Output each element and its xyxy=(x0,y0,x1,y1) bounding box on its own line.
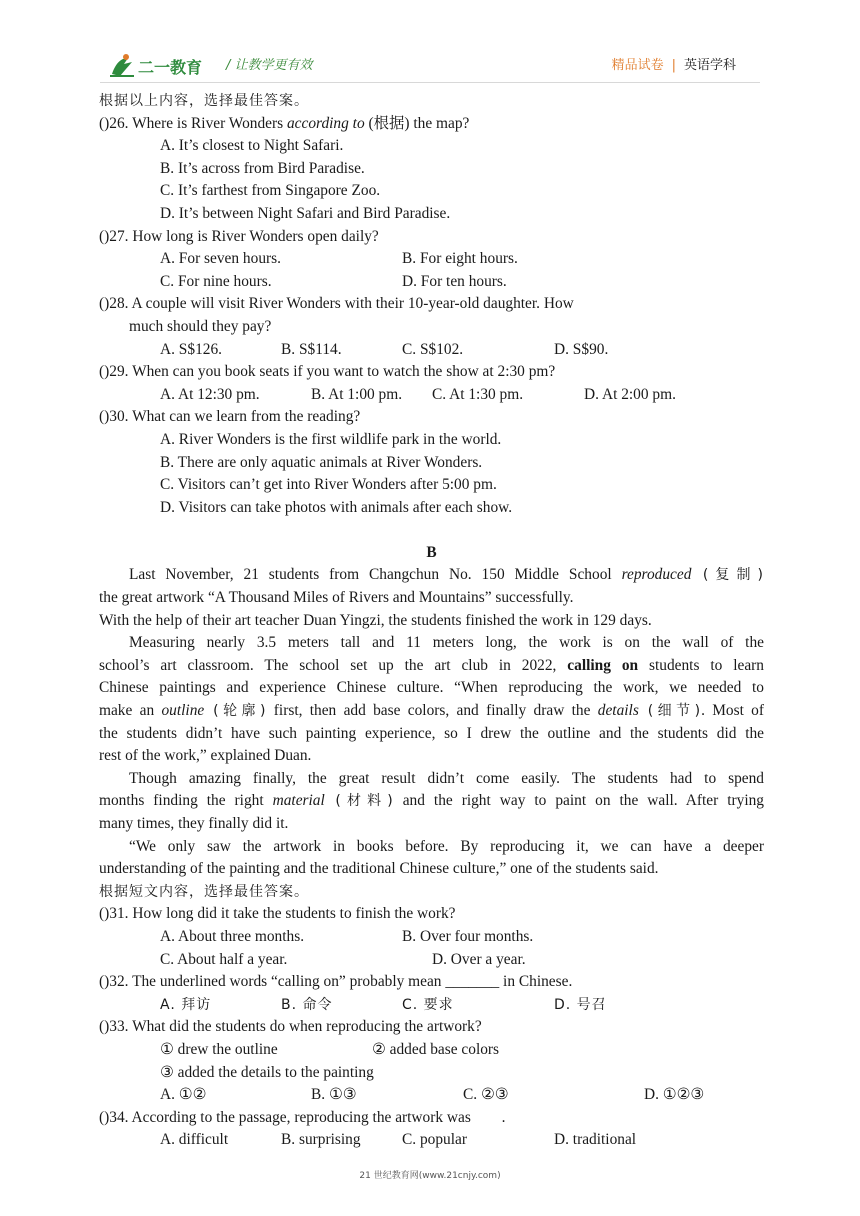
option-28a: A. S$126. xyxy=(160,340,222,358)
option-26b: B. It’s across from Bird Paradise. xyxy=(160,159,365,177)
passage-p3-line5: the students didn’t have such painting experience, so I drew the outline and the students did the xyxy=(99,724,764,742)
option-33a: A. ①② xyxy=(160,1086,207,1104)
instruction-1: 根据以上内容，选择最佳答案。 xyxy=(99,93,309,109)
option-30d: D. Visitors can take photos with animals after each show. xyxy=(160,498,513,516)
option-28c: C. S$102. xyxy=(402,340,464,358)
option-32a: A. 拜访 xyxy=(160,996,212,1013)
header-label-right: 英语学科 xyxy=(683,58,736,73)
option-34a: A. difficult xyxy=(160,1131,229,1149)
passage-p3-line2: school’s art classroom. The school set up the art club in 2022, calling on students to learn xyxy=(99,656,764,674)
spacer xyxy=(99,519,764,542)
header-rule xyxy=(100,82,760,83)
option-33d: D. ①②③ xyxy=(644,1086,705,1104)
question-33: ()33. What did the students do when reproducing the artwork? xyxy=(99,1018,482,1036)
passage-p3-line4: make an outline (轮廓) first, then add base colors, and finally draw the details (细节). Most of xyxy=(99,702,765,720)
brand-logo xyxy=(106,52,218,80)
question-32: ()32. The underlined words “calling on” probably mean _______ in Chinese. xyxy=(99,973,573,991)
options-33 xyxy=(99,1084,764,1107)
item-33-2: ② added base colors xyxy=(372,1040,500,1058)
header-labels xyxy=(612,54,736,73)
slogan: / 让教学更有效 xyxy=(226,58,313,73)
option-33c: C. ②③ xyxy=(463,1086,509,1104)
passage-p3-line3: Chinese paintings and experience Chinese culture. “When reproducing the work, we needed to xyxy=(99,679,764,697)
brand-name: 二一教育 xyxy=(138,58,203,77)
question-31: ()31. How long did it take the students to finish the work? xyxy=(99,905,456,923)
option-31b: B. Over four months. xyxy=(402,927,534,945)
passage-p4-line3: many times, they finally did it. xyxy=(99,815,289,832)
options-31-cd xyxy=(99,949,764,972)
question-29: ()29. When can you book seats if you want to watch the show at 2:30 pm? xyxy=(99,363,556,381)
passage-p5-line1: “We only saw the artwork in books before. By reproducing it, we can have a deeper xyxy=(129,837,764,855)
option-29c: C. At 1:30 pm. xyxy=(432,385,524,403)
option-27a: A. For seven hours. xyxy=(160,250,281,268)
option-27b: B. For eight hours. xyxy=(402,250,518,268)
passage-p4-line2: months finding the right material (材料) and the right way to paint on the wall. After trying xyxy=(99,792,765,810)
options-34 xyxy=(99,1129,764,1152)
options-27-ab xyxy=(99,248,764,271)
question-30: ()30. What can we learn from the reading? xyxy=(99,408,361,426)
divider: | xyxy=(671,58,676,73)
options-31-ab xyxy=(99,926,764,949)
option-30b: B. There are only aquatic animals at River Wonders. xyxy=(160,453,483,471)
options-27-cd xyxy=(99,271,764,294)
question-28-cont: much should they pay? xyxy=(129,317,272,335)
page-footer: 21 世纪教育网(www.21cnjy.com) xyxy=(359,1171,501,1181)
exam-content xyxy=(99,90,764,1152)
passage-p3-line6: rest of the work,” explained Duan. xyxy=(99,747,312,765)
question-26: ()26. Where is River Wonders according to (根据) the map? xyxy=(99,114,470,132)
option-32c: C. 要求 xyxy=(402,996,454,1013)
option-34c: C. popular xyxy=(402,1131,467,1149)
option-31d: D. Over a year. xyxy=(432,950,526,968)
page-header xyxy=(100,50,760,82)
passage-p5-line2: understanding of the painting and the traditional Chinese culture,” one of the students said. xyxy=(99,860,659,878)
options-32 xyxy=(99,994,764,1017)
passage-p3-line1: Measuring nearly 3.5 meters tall and 11 meters long, the work is on the wall of the xyxy=(129,634,764,652)
option-29b: B. At 1:00 pm. xyxy=(311,385,403,403)
header-label-left: 精品试卷 xyxy=(611,58,664,73)
item-33-1: ① drew the outline xyxy=(160,1040,278,1058)
option-32b: B. 命令 xyxy=(281,996,333,1013)
option-34d: D. traditional xyxy=(554,1131,637,1149)
question-27: ()27. How long is River Wonders open daily? xyxy=(99,227,379,245)
option-26a: A. It’s closest to Night Safari. xyxy=(160,137,344,155)
option-26d: D. It’s between Night Safari and Bird Paradise. xyxy=(160,204,451,222)
option-27c: C. For nine hours. xyxy=(160,272,272,290)
section-title: B xyxy=(426,543,437,561)
option-28d: D. S$90. xyxy=(554,340,609,358)
passage-p1-line2: the great artwork “A Thousand Miles of Rivers and Mountains” successfully. xyxy=(99,589,574,607)
option-31a: A. About three months. xyxy=(160,927,305,945)
option-33b: B. ①③ xyxy=(311,1086,357,1104)
item-33-3: ③ added the details to the painting xyxy=(160,1063,374,1081)
passage-p2: With the help of their art teacher Duan Yingzi, the students finished the work in 129 days. xyxy=(99,611,652,629)
question-28: ()28. A couple will visit River Wonders with their 10-year-old daughter. How xyxy=(99,295,574,313)
option-32d: D. 号召 xyxy=(554,996,607,1013)
passage-p1-line1: Last November, 21 students from Changchun No. 150 Middle School reproduced (复制) xyxy=(129,566,765,584)
instruction-2: 根据短文内容，选择最佳答案。 xyxy=(99,883,309,900)
items-33-12 xyxy=(99,1039,764,1062)
option-28b: B. S$114. xyxy=(281,340,342,358)
question-34: ()34. According to the passage, reproducing the artwork was . xyxy=(99,1108,506,1126)
option-31c: C. About half a year. xyxy=(160,950,288,968)
option-30a: A. River Wonders is the first wildlife park in the world. xyxy=(160,430,502,448)
options-29 xyxy=(99,384,764,407)
options-28 xyxy=(99,339,764,362)
option-29a: A. At 12:30 pm. xyxy=(160,385,260,403)
option-26c: C. It’s farthest from Singapore Zoo. xyxy=(160,182,381,200)
option-29d: D. At 2:00 pm. xyxy=(584,385,676,403)
option-27d: D. For ten hours. xyxy=(402,272,507,290)
option-34b: B. surprising xyxy=(281,1131,361,1149)
option-30c: C. Visitors can’t get into River Wonders after 5:00 pm. xyxy=(160,476,497,494)
passage-p4-line1: Though amazing finally, the great result didn’t come easily. The students had to spend xyxy=(129,769,764,787)
